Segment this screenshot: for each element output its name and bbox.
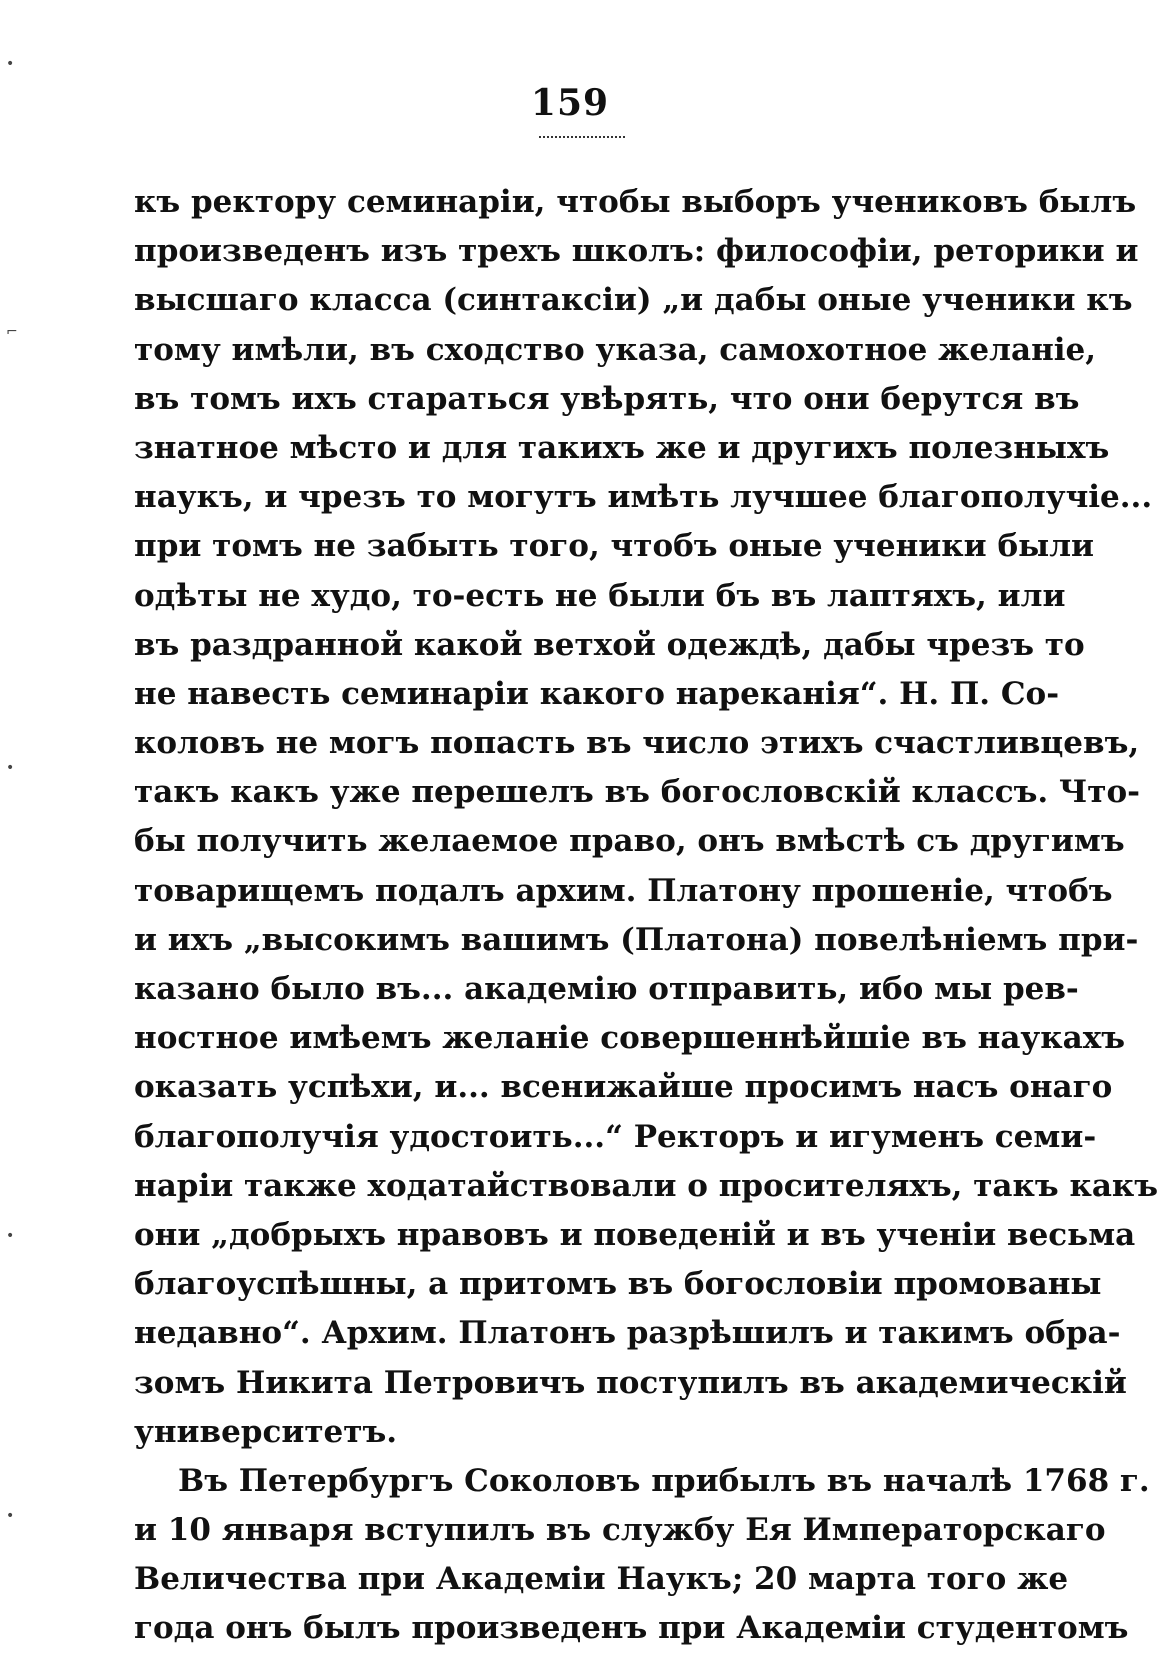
- text-line: ностное имѣемъ желаніе совершеннѣйшіе въ наукахъ: [134, 1020, 1126, 1057]
- text-line: и 10 января вступилъ въ службу Ея Императорскаго: [134, 1512, 1106, 1549]
- text-line: благополучія удостоить...“ Ректоръ и игуменъ семи-: [134, 1118, 1097, 1155]
- text-line: они „добрыхъ нравовъ и поведеній и въ ученіи весьма: [134, 1216, 1136, 1253]
- text-line: произведенъ изъ трехъ школъ: философіи, реторики и: [134, 233, 1139, 270]
- text-line: не навесть семинаріи какого нареканія“. Н. П. Со-: [134, 675, 1060, 712]
- text-line: такъ какъ уже перешелъ въ богословскій классъ. Что-: [134, 774, 1141, 811]
- text-line: благоуспѣшны, а притомъ въ богословіи промованы: [134, 1266, 1102, 1303]
- text-line: года онъ былъ произведенъ при Академіи студентомъ: [134, 1610, 1129, 1647]
- text-line: тому имѣли, въ сходство указа, самохотное желаніе,: [134, 331, 1097, 368]
- text-line: зомъ Никита Петровичъ поступилъ въ академическій: [134, 1364, 1127, 1401]
- text-line: недавно“. Архим. Платонъ разрѣшилъ и такимъ обра-: [134, 1315, 1121, 1352]
- margin-mark: ⌐: [6, 324, 18, 340]
- text-line: казано было въ... академію отправить, ибо мы рев-: [134, 971, 1079, 1007]
- text-line: бы получить желаемое право, онъ вмѣстѣ съ другимъ: [134, 823, 1125, 860]
- text-line: коловъ не могъ попасть въ число этихъ счастливцевъ,: [134, 725, 1140, 762]
- margin-mark: •: [6, 1228, 15, 1244]
- margin-mark: •: [6, 1508, 15, 1524]
- text-line: товарищемъ подалъ архим. Платону прошеніе, чтобъ: [134, 872, 1113, 909]
- text-line: въ томъ ихъ стараться увѣрять, что они берутся въ: [134, 380, 1080, 417]
- text-line: Величества при Академіи Наукъ; 20 марта того же: [134, 1561, 1069, 1598]
- text-line: университетъ.: [134, 1413, 398, 1450]
- body-text: [134, 178, 1158, 1654]
- text-line: и ихъ „высокимъ вашимъ (Платона) повелѣніемъ при-: [134, 921, 1139, 958]
- page-number-rule: [539, 136, 625, 138]
- text-line: въ раздранной какой ветхой одеждѣ, дабы чрезъ то: [134, 626, 1085, 663]
- margin-mark: •: [6, 760, 15, 776]
- text-line: къ ректору семинаріи, чтобы выборъ учениковъ былъ: [134, 184, 1137, 220]
- text-line: оказать успѣхи, и... всенижайше просимъ насъ онаго: [134, 1069, 1113, 1106]
- margin-mark: •: [6, 56, 15, 72]
- text-line: Въ Петербургъ Соколовъ прибылъ въ началѣ 1768 г.: [178, 1462, 1150, 1499]
- text-line: наріи также ходатайствовали о просителяхъ, такъ какъ: [134, 1167, 1158, 1204]
- page-number: 159: [530, 82, 610, 124]
- text-line: знатное мѣсто и для такихъ же и другихъ полезныхъ: [134, 429, 1110, 466]
- text-line: одѣты не худо, то-есть не были бъ въ лаптяхъ, или: [134, 577, 1066, 614]
- text-line: высшаго класса (синтаксіи) „и дабы оные ученики къ: [134, 282, 1133, 319]
- text-line: наукъ, и чрезъ то могутъ имѣть лучшее благополучіе...: [134, 479, 1153, 516]
- text-line: при томъ не забыть того, чтобъ оные ученики были: [134, 528, 1095, 565]
